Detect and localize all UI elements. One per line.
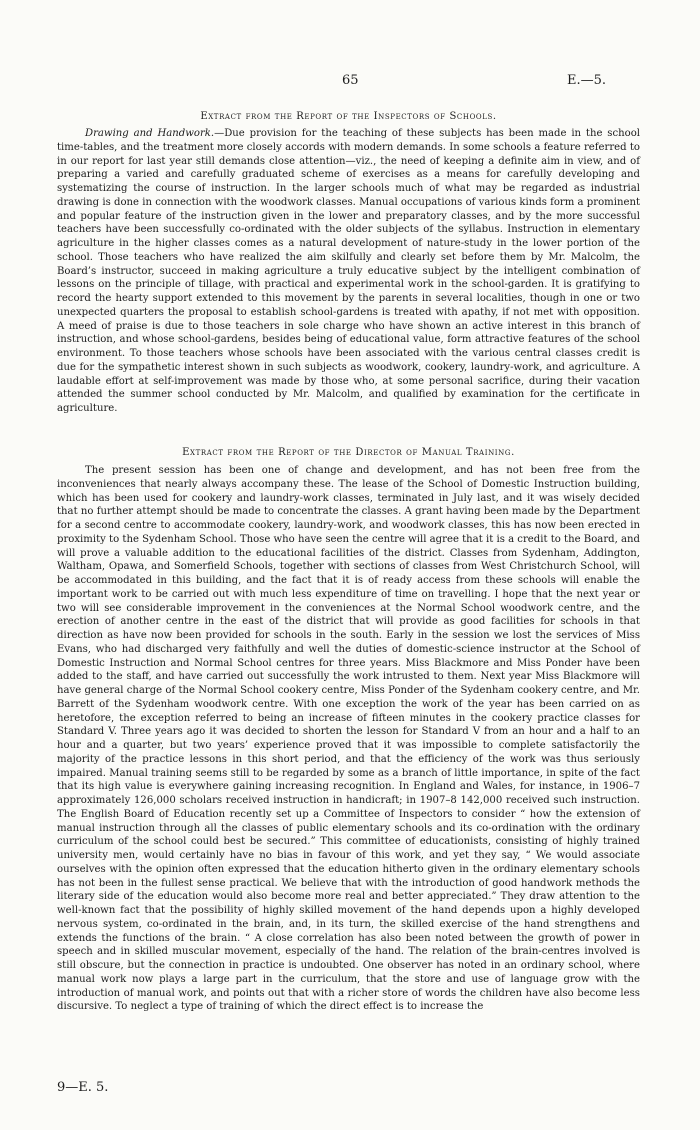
section-heading-manual-training: Extract from the Report of the Director of Manual Training. <box>182 447 515 458</box>
paragraph-drawing-handwork <box>57 127 640 416</box>
section-heading-inspectors: Extract from the Report of the Inspectors of Schools. <box>200 111 497 122</box>
page-footer-signature: 9—E. 5. <box>57 1080 109 1095</box>
document-reference: E.—5. <box>567 73 607 88</box>
page-number: 65 <box>342 73 359 88</box>
paragraph-body: —Due provision for the teaching of these subjects has been made in the school time-tables, and the treatment more closely accords with modern demands. In some schools a feature referred to in our report for last year still demands close attention—viz., the need of keeping a definite aim in view, and of preparing a varied and carefully graduated scheme of exercises as a means for carefully developing and systematizing the course of instruction. In the larger schools much of what may be regarded as industrial drawing is done in connection with the woodwork classes. Manual occupations of various kinds form a prominent and popular feature of the instruction given in the lower and preparatory classes, and by the more successful teachers have been successfully co-ordinated with the older subjects of the syllabus. Instruction in elementary agriculture in the higher classes comes as a natural development of nature-study in the lower portion of the school. Those teachers who have realized the aim skilfully and clearly set before them by Mr. Malcolm, the Board’s instructor, succeed in making agriculture a truly educative subject by the intelligent combination of lessons on the principle of tillage, with practical and experimental work in the school-garden. It is gratifying to record the hearty support extended to this movement by the parents in several localities, though in one or two unexpected quarters the proposal to establish school-gardens is treated with apathy, if not met with opposition. A meed of praise is due to those teachers in sole charge who have shown an active interest in this branch of instruction, and whose school-gardens, besides being of educational value, form attractive features of the school environment. To those teachers whose schools have been associated with the various central classes credit is due for the sympathetic interest shown in such subjects as woodwork, cookery, laundry-work, and agriculture. A laudable effort at self-improvement was made by those who, at some personal sacrifice, during their vacation attended the summer school conducted by Mr. Malcolm, and qualified by examination for the certificate in agriculture. <box>57 128 641 414</box>
paragraph-lead: Drawing and Handwork. <box>85 128 215 139</box>
paragraph-manual-training: The present session has been one of change and development, and has not been free from the inconveniences that nearly always accompany these. The lease of the School of Domestic Instruction building, which has been used for cookery and laundry-work classes, terminated in July last, and it was wisely decided that no further attempt should be made to concentrate the classes. A grant having been made by the Department for a second centre to accommodate cookery, laundry-work, and woodwork classes, this has now been erected in proximity to the Sydenham School. Those who have seen the centre will agree that it is a credit to the Board, and will prove a valuable addition to the educational facilities of the district. Classes from Sydenham, Addington, Waltham, Opawa, and Somerfield Schools, together with sections of classes from West Christchurch School, will be accommodated in this building, and the fact that it is of ready access from these schools will enable the important work to be carried out with much less expenditure of time on travelling. I hope that the next year or two will see considerable improvement in the conveniences at the Normal School woodwork centre, and the erection of another centre in the east of the district that will provide as good facilities for schools in that direction as have now been provided for schools in the south. Early in the session we lost the services of Miss Evans, who had discharged very faithfully and well the duties of domestic-science instructor at the School of Domestic Instruction and Normal School centres for three years. Miss Blackmore and Miss Ponder have been added to the staff, and have carried out successfully the work intrusted to them. Next year Miss Blackmore will have general charge of the Normal School cookery centre, Miss Ponder of the Sydenham cookery centre, and Mr. Barrett of the Sydenham woodwork centre. With one exception the work of the year has been carried on as heretofore, the exception referred to being an increase of fifteen minutes in the cookery practice classes for Standard V. Three years ago it was decided to shorten the lesson for Standard V from an hour and a half to an hour and a quarter, but two years’ experience proved that it was impossible to complete satisfactorily the majority of the practice lessons in this short period, and that the efficiency of the work was thus seriously impaired. Manual training seems still to be regarded by some as a branch of little importance, in spite of the fact that its high value is everywhere gaining increasing recognition. In England and Wales, for instance, in 1906–7 approximately 126,000 scholars received instruction in handicraft; in 1907–8 142,000 received such instruction. The English Board of Education recently set up a Committee of Inspectors to consider “ how the extension of manual instruction through all the classes of public elementary schools and its co-ordination with the ordinary curriculum of the school could best be secured.” This committee of educationists, consisting of highly trained university men, would certainly have no bias in favour of this work, and yet they say, “ We would associate ourselves with the opinion often expressed that the education hitherto given in the ordinary elementary schools has not been in the fullest sense practical. We believe that with the introduction of good handwork methods the literary side of the education would also become more real and better appreciated.” They draw attention to the well-known fact that the possibility of highly skilled movement of the hand depends upon a highly developed nervous system, co-ordinated in the brain, and, in its turn, the skilled exercise of the hand strengthens and extends the functions of the brain. “ A close correlation has also been noted between the growth of power in speech and in skilled muscular movement, especially of the hand. The relation of the brain-centres involved is still obscure, but the connection in practice is undoubted. One observer has noted in an ordinary school, where manual work now plays a large part in the curriculum, that the store and use of language grow with the introduction of manual work, and points out that with a richer store of words the children have also become less discursive. To neglect a type of training of which the direct effect is to increase the <box>57 465 640 1013</box>
